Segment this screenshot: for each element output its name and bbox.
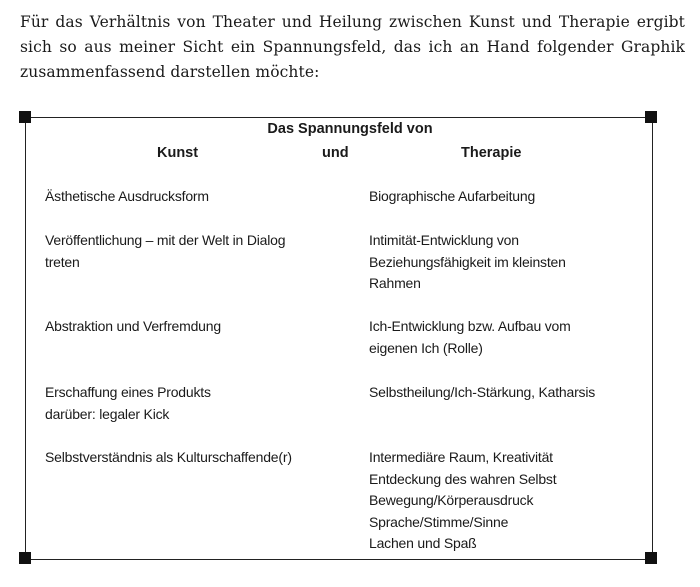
heading-therapie: Therapie [461,145,522,161]
cell-line: Biographische Aufarbeitung [369,188,536,204]
heading-und: und [322,145,349,161]
row-2-kunst [45,230,345,273]
cell-line: Veröffentlichung – mit der Welt in Dialog [45,232,286,248]
cell-line: Selbstverständnis als Kulturschaffende(r) [45,449,292,465]
row-1-therapie [369,186,639,208]
row-3-kunst [45,316,345,338]
cell-line: Erschaffung eines Produkts [45,384,211,400]
cell-line: treten [45,253,80,270]
cell-line: Intimität-Entwicklung von [369,232,519,248]
frame-corner-marker [645,552,657,564]
row-5-kunst [45,447,345,469]
diagram-title: Das Spannungsfeld von [267,121,433,137]
cell-line: darüber: legaler Kick [45,405,170,422]
cell-line: Ästhetische Ausdrucksform [45,188,209,204]
row-4-therapie [369,382,639,404]
row-1-kunst [45,186,345,208]
cell-line: eigenen Ich (Rolle) [369,339,483,356]
heading-kunst: Kunst [157,145,199,161]
row-5-therapie [369,447,639,555]
cell-line: Bewegung/Körperausdruck [369,492,534,508]
cell-line: Beziehungsfähigkeit im kleinsten [369,253,566,270]
cell-line: Sprache/Stimme/Sinne [369,513,509,530]
cell-line: Rahmen [369,275,421,291]
row-3-therapie [369,316,639,359]
cell-line: Lachen und Spaß [369,535,477,551]
cell-line: Intermediäre Raum, Kreativität [369,449,553,465]
cell-line: Ich-Entwicklung bzw. Aufbau vom [369,318,571,334]
row-2-therapie [369,230,639,295]
cell-line: Entdeckung des wahren Selbst [369,470,557,487]
cell-line: Abstraktion und Verfremdung [45,318,221,334]
cell-line: Selbstheilung/Ich-Stärkung, Katharsis [369,384,596,400]
row-4-kunst [45,382,345,425]
frame-corner-marker [19,552,31,564]
intro-paragraph: Für das Verhältnis von Theater und Heilung zwischen Kunst und Therapie ergibt sich so aus meiner Sicht ein Spannungsfeld, das ich an Hand folgender Graphik zusammenfassend darstellen möchte: [20,13,685,81]
